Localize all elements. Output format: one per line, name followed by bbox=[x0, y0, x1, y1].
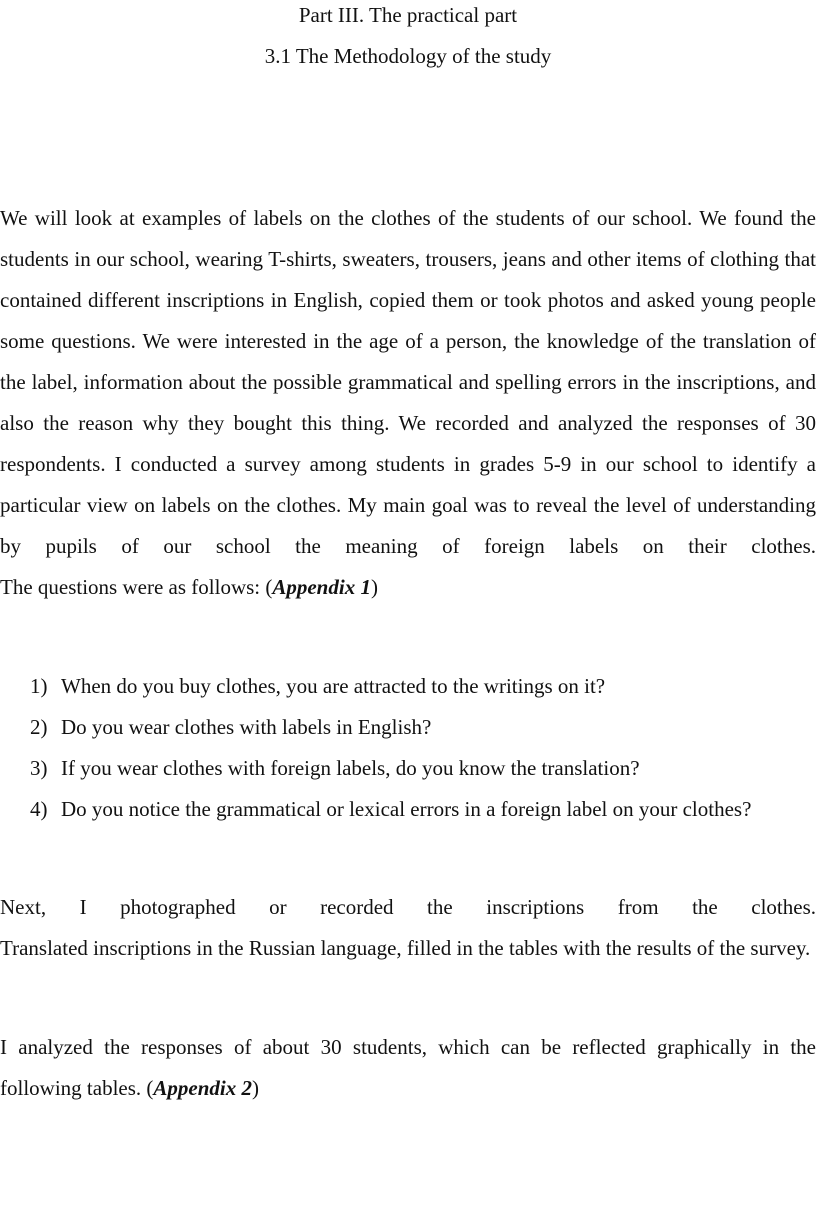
list-item bbox=[0, 666, 816, 707]
questions-intro-text: The questions were as follows: ( bbox=[0, 575, 273, 599]
question-number: 1) bbox=[30, 674, 48, 698]
translation-paragraph bbox=[0, 887, 816, 969]
question-number: 3) bbox=[30, 756, 48, 780]
section-title: 3.1 The Methodology of the study bbox=[264, 44, 552, 68]
methodology-text: We will look at examples of labels on the clothes of the students of our school. We found the students in our school, wearing T-shirts, sweaters, trousers, jeans and other items of clothing that contained different inscriptions in English, copied them or took photos and asked young people some questions. We were interested in the age of a person, the knowledge of the translation of the label, information about the possible grammatical and spelling errors in the inscriptions, and also the reason why they bought this thing. We recorded and analyzed the responses of 30 respondents. I conducted a survey among students in grades 5-9 in our school to identify a particular view on labels on the clothes. My main goal was to reveal the level of understanding by pupils of our school the meaning of foreign labels on their clothes. bbox=[0, 206, 816, 558]
question-number: 2) bbox=[30, 715, 48, 739]
questions-intro bbox=[0, 567, 816, 608]
analysis-paragraph bbox=[0, 1027, 816, 1109]
appendix-2-reference: Appendix 2 bbox=[153, 1076, 252, 1100]
close-paren: ) bbox=[370, 575, 378, 599]
translation-rest: Translated inscriptions in the Russian language, filled in the tables with the results of the survey. bbox=[0, 936, 811, 960]
methodology-paragraph bbox=[0, 198, 816, 608]
list-item bbox=[0, 748, 816, 789]
question-text: When do you buy clothes, you are attracted to the writings on it? bbox=[61, 674, 606, 698]
translation-first-line: Next, I photographed or recorded the inscriptions from the clothes. bbox=[0, 895, 816, 919]
question-text: Do you wear clothes with labels in English? bbox=[61, 715, 432, 739]
list-item bbox=[0, 789, 816, 830]
analysis-text: I analyzed the responses of about 30 students, which can be reflected graphically in the following tables. ( bbox=[0, 1035, 816, 1100]
question-number: 4) bbox=[30, 797, 48, 821]
close-paren: ) bbox=[251, 1076, 259, 1100]
survey-question-list bbox=[0, 666, 816, 830]
part-title: Part III. The practical part bbox=[298, 3, 518, 27]
question-text: Do you notice the grammatical or lexical errors in a foreign label on your clothes? bbox=[61, 797, 752, 821]
question-text: If you wear clothes with foreign labels, do you know the translation? bbox=[61, 756, 640, 780]
list-item bbox=[0, 707, 816, 748]
appendix-1-reference: Appendix 1 bbox=[272, 575, 371, 599]
